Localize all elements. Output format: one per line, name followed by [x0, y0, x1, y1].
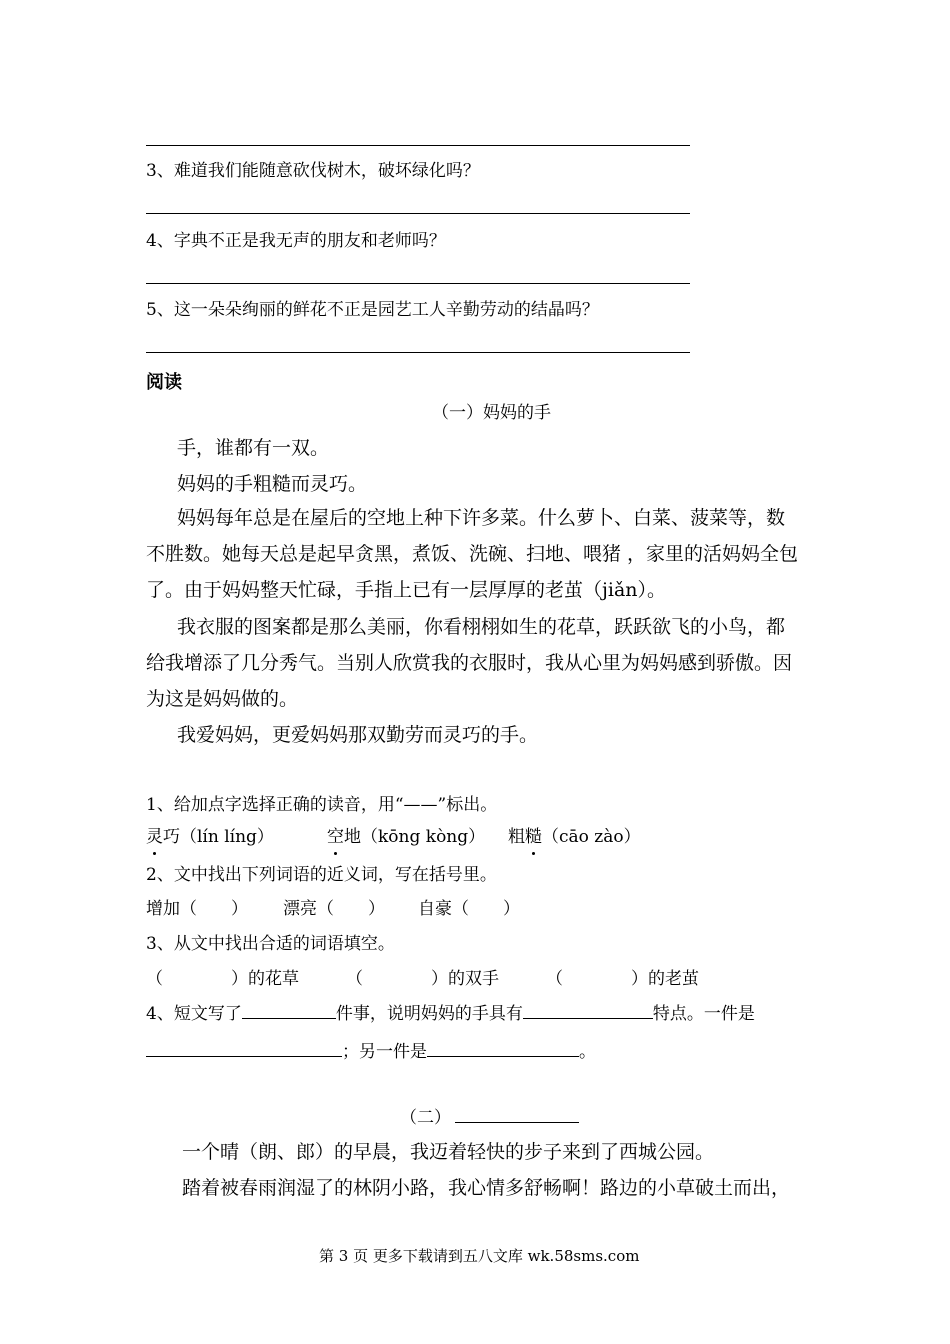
dotted-char: 空	[327, 827, 344, 847]
fill-blank[interactable]: （ ）的双手	[346, 969, 499, 989]
synonym-blank[interactable]: 自豪（ ）	[418, 899, 520, 919]
passage-title: （二）	[400, 1106, 579, 1129]
fill-blank[interactable]: （ ）的老茧	[546, 969, 699, 989]
question-5: 5、这一朵朵绚丽的鲜花不正是园艺工人辛勤劳动的结晶吗？	[146, 300, 599, 320]
answer-line	[146, 352, 690, 353]
question-4: 4、字典不正是我无声的朋友和老师吗？	[146, 231, 446, 251]
paragraph: 一个晴（朗、郎）的早晨，我迈着轻快的步子来到了西城公园。	[182, 1141, 715, 1163]
answer-line	[146, 213, 690, 214]
answer-blank[interactable]	[242, 1002, 336, 1019]
pinyin-item: 灵巧（lín líng）	[146, 827, 274, 847]
question-3: 3、难道我们能随意砍伐树木，破坏绿化吗？	[146, 161, 480, 181]
paragraph: 手，谁都有一双。	[177, 437, 330, 459]
exercise-3: 3、从文中找出合适的词语填空。	[146, 934, 395, 954]
synonym-blank[interactable]: 增加（ ）	[146, 899, 248, 919]
exercise-4-cont: ；另一件是 。	[146, 1040, 596, 1063]
passage-title: （一）妈妈的手	[432, 403, 551, 423]
paragraph-line: 不胜数。她每天总是起早贪黑，煮饭、洗碗、扫地、喂猪 ，家里的活妈妈全包	[146, 543, 799, 565]
exercise-4: 4、短文写了 件事，说明妈妈的手具有 特点。一件是	[146, 1004, 755, 1024]
synonym-blank[interactable]: 漂亮（ ）	[283, 899, 385, 919]
answer-blank[interactable]	[427, 1040, 579, 1057]
page-footer: 第 3 页 更多下载请到五八文库 wk.58sms.com	[319, 1247, 640, 1265]
paragraph: 妈妈每年总是在屋后的空地上种下许多菜。什么萝卜、白菜、菠菜等，数	[177, 507, 786, 529]
paragraph: 踏着被春雨润湿了的林阴小路，我心情多舒畅啊！路边的小草破土而出，	[182, 1177, 791, 1199]
paragraph: 妈妈的手粗糙而灵巧。	[177, 473, 368, 495]
answer-blank[interactable]	[523, 1002, 653, 1019]
pinyin-item: 粗糙（cāo zào）	[508, 827, 641, 847]
exercise-2: 2、文中找出下列词语的近义词，写在括号里。	[146, 865, 497, 885]
section-title: 阅读	[146, 372, 182, 393]
exercise-1: 1、给加点字选择正确的读音，用“——”标出。	[146, 795, 498, 815]
paragraph-line: 为这是妈妈做的。	[146, 688, 299, 710]
paragraph-line: 给我增添了几分秀气。当别人欣赏我的衣服时，我从心里为妈妈感到骄傲。因	[146, 652, 793, 674]
pinyin-item: 空地（kōng kòng）	[327, 827, 486, 847]
paragraph: 我衣服的图案都是那么美丽，你看栩栩如生的花草，跃跃欲飞的小鸟，都	[177, 616, 786, 638]
dotted-char: 糙	[525, 827, 542, 847]
paragraph-line: 了。由于妈妈整天忙碌，手指上已有一层厚厚的老茧（jiǎn）。	[146, 579, 667, 601]
title-blank[interactable]	[455, 1106, 579, 1123]
fill-blank[interactable]: （ ）的花草	[146, 969, 299, 989]
paragraph: 我爱妈妈，更爱妈妈那双勤劳而灵巧的手。	[177, 724, 539, 746]
answer-line	[146, 283, 690, 284]
dotted-char: 灵	[146, 827, 163, 847]
answer-blank[interactable]	[146, 1040, 342, 1057]
answer-line	[146, 145, 690, 146]
